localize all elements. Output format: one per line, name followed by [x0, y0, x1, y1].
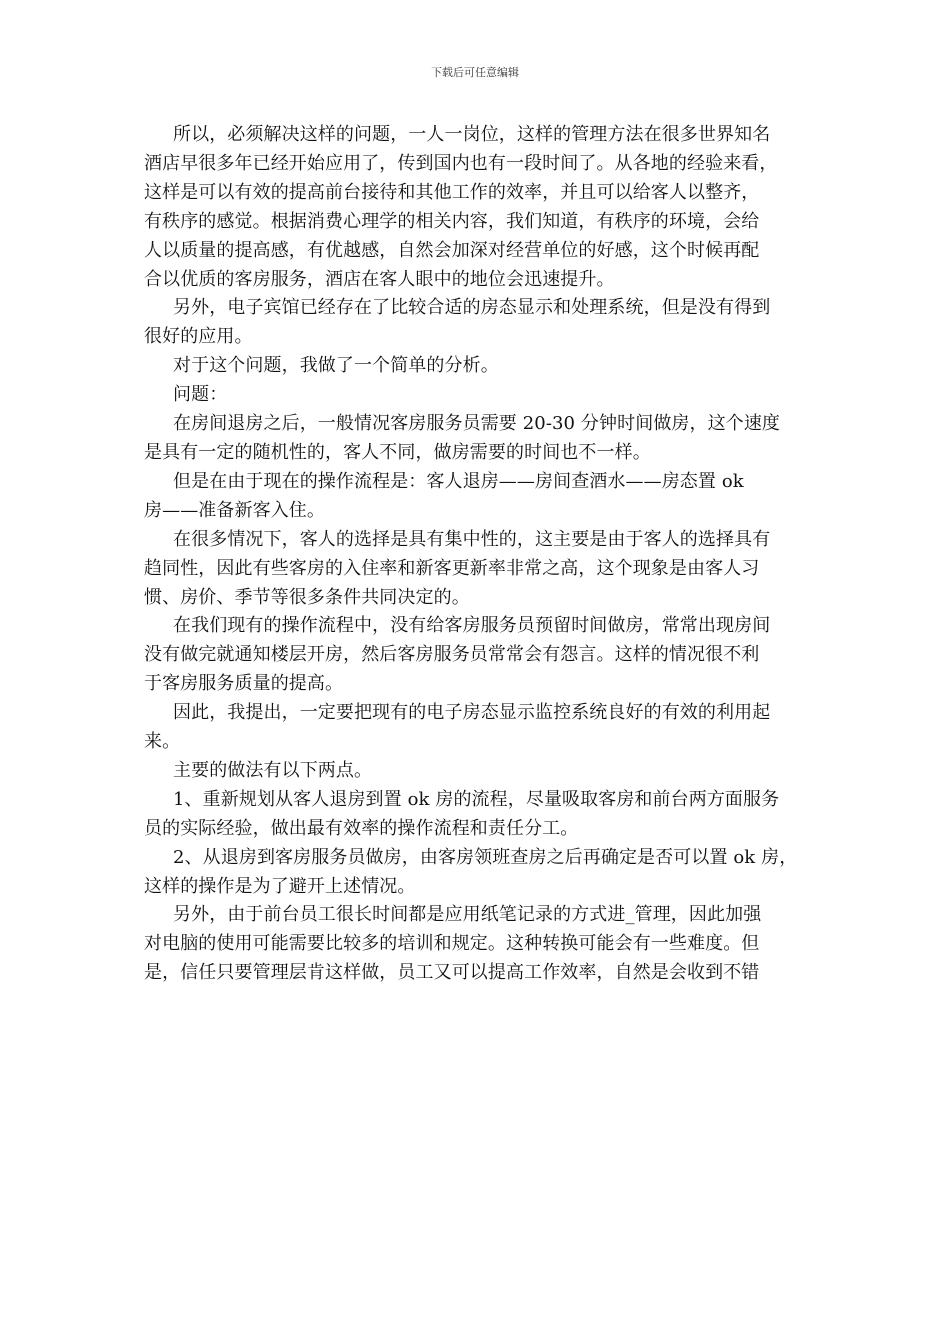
text-line: 2、从退房到客房服务员做房，由客房领班查房之后再确定是否可以置 ok 房， [173, 846, 798, 868]
text-line: 在我们现有的操作流程中，没有给客房服务员预留时间做房，常常出现房间 [173, 615, 771, 637]
paragraph [144, 901, 816, 988]
paragraph [144, 699, 816, 757]
text-line: 没有做完就通知楼层开房，然后客房服务员常常会有怨言。这样的情况很不利 [144, 644, 760, 666]
paragraph [144, 844, 816, 902]
paragraph [144, 468, 816, 526]
paragraph [144, 352, 816, 381]
text-line: 问题： [173, 384, 228, 406]
text-line: 但是在由于现在的操作流程是：客人退房——房间查酒水——房态置 ok [173, 470, 744, 492]
text-line: 房——准备新客入住。 [144, 499, 325, 521]
document-body [144, 121, 816, 988]
paragraph [144, 294, 816, 352]
text-line: 酒店早很多年已经开始应用了，传到国内也有一段时间了。从各地的经验来看， [144, 152, 778, 174]
text-line: 有秩序的感觉。根据消费心理学的相关内容，我们知道，有秩序的环境，会给 [144, 210, 760, 232]
text-line: 惯、房价、季节等很多条件共同决定的。 [144, 586, 470, 608]
text-line: 这样是可以有效的提高前台接待和其他工作的效率，并且可以给客人以整齐， [144, 181, 760, 203]
paragraph [144, 121, 816, 294]
paragraph [144, 612, 816, 699]
text-line: 来。 [144, 731, 181, 753]
text-line: 趋同性，因此有些客房的入住率和新客更新率非常之高，这个现象是由客人习 [144, 557, 760, 579]
paragraph [144, 381, 816, 410]
text-line: 人以质量的提高感，有优越感，自然会加深对经营单位的好感，这个时候再配 [144, 239, 760, 261]
text-line: 1、重新规划从客人退房到置 ok 房的流程，尽量吸取客房和前台两方面服务 [173, 788, 780, 810]
text-line: 对于这个问题，我做了一个简单的分析。 [173, 355, 499, 377]
text-line: 在很多情况下，客人的选择是具有集中性的，这主要是由于客人的选择具有 [173, 528, 771, 550]
text-line: 另外，由于前台员工很长时间都是应用纸笔记录的方式进_管理，因此加强 [173, 904, 762, 926]
text-line: 主要的做法有以下两点。 [173, 759, 373, 781]
paragraph [144, 410, 816, 468]
text-line: 员的实际经验，做出最有效率的操作流程和责任分工。 [144, 817, 579, 839]
page-header: 下载后可任意编辑 [431, 66, 519, 79]
text-line: 在房间退房之后，一般情况客房服务员需要 20-30 分钟时间做房，这个速度 [173, 413, 781, 435]
text-line: 所以，必须解决这样的问题，一人一岗位，这样的管理方法在很多世界知名 [173, 124, 771, 145]
text-line: 因此，我提出，一定要把现有的电子房态显示监控系统良好的有效的利用起 [173, 702, 771, 724]
text-line: 这样的操作是为了避开上述情况。 [144, 875, 416, 897]
text-line: 于客房服务质量的提高。 [144, 673, 344, 695]
paragraph [144, 526, 816, 613]
text-line: 很好的应用。 [144, 326, 253, 348]
paragraph [144, 786, 816, 844]
text-line: 合以优质的客房服务，酒店在客人眼中的地位会迅速提升。 [144, 268, 615, 290]
text-line: 对电脑的使用可能需要比较多的培训和规定。这种转换可能会有一些难度。但 [144, 933, 760, 955]
text-line: 是具有一定的随机性的，客人不同，做房需要的时间也不一样。 [144, 441, 651, 463]
text-line: 是，信任只要管理层肯这样做，员工又可以提高工作效率，自然是会收到不错 [144, 962, 760, 984]
text-line: 另外，电子宾馆已经存在了比较合适的房态显示和处理系统，但是没有得到 [173, 297, 771, 319]
paragraph [144, 757, 816, 786]
